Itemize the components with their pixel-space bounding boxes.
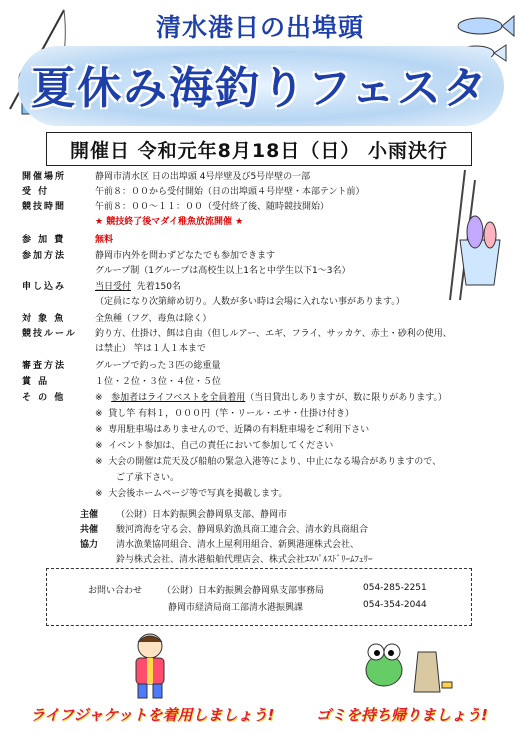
group-rule: グループ制（1グループは高校生以上1名と中学生以下1～3名） [95,266,351,276]
row-label: 受 付 [22,187,50,197]
slogan-trash: ゴミを持ち帰りましょう! [316,706,488,724]
note-lifevest: 参加者はライフベストを全員着用 [111,393,246,403]
note-rental: ※ 貸し竿 有料１，０００円（竿・リール・エサ・仕掛け付き） [95,409,354,419]
note-cancellation-cont: ご了承下さい。 [116,473,180,483]
release-notice: ★ 競技終了後マダイ稚魚放流開催 ★ [95,217,244,227]
info-row-rules [22,328,452,341]
note-mark: ※ [95,393,103,403]
row-value: グループで釣った３匹の総重量 [95,361,221,371]
kid-lifejacket-illustration [120,630,180,700]
rules-continued: は禁止） 竿は１人１本まで [95,344,206,354]
row-label: 賞 品 [22,377,50,387]
info-row-prizes [22,376,221,389]
row-label: 開催場所 [22,172,67,182]
row-value: 静岡市清水区 日の出埠頭 4号岸壁及び5号岸壁の一部 [95,172,311,182]
capacity-note: （定員になり次第締め切り。人数が多い時は会場に入れない事があります。） [95,297,405,307]
row-value: 当日受付 [95,282,132,292]
row-value: 午前８：００～１１：００（受付終了後、随時競技開始） [95,202,330,212]
bucket-illustration [440,160,515,310]
row-value: 無料 [95,235,114,245]
note-lifevest-detail: （当日貸出しありますが、数に限りがあります。） [245,393,448,403]
row-value: １位・２位・３位・４位・５位 [95,377,222,387]
row-value: 釣り方、仕掛け、餌は自由（但しルアー、エギ、フライ、サッカケ、赤土・砂利の使用、 [95,329,452,339]
info-row-fee [22,234,113,247]
info-row-others [22,392,447,405]
event-title: 夏休み海釣りフェスタ [31,63,489,114]
note-parking: ※ 専用駐車場はありませんので、近隣の有料駐車場をご利用下さい [95,425,370,435]
row-label: 参 加 費 [22,235,66,245]
contact-org-1: （公財）日本釣振興会静岡県支部事務局 [162,586,325,596]
info-row-application [22,281,181,294]
contact-org-2: 静岡市経済局商工部清水港振興課 [168,603,304,613]
frog-trash-illustration [356,632,456,698]
slogan-lifejacket: ライフジャケットを着用しましょう! [30,706,275,724]
info-row-time [22,201,329,214]
event-subtitle: 清水港日の出埠頭 [155,13,364,42]
row-value: 静岡市内外を問わずどなたでも参加できます [95,251,276,261]
organizers: 主催 （公財）日本釣振興会静岡県支部、静岡市 共催 駿河湾海を守る会、静岡県釣漁具商工連合会、清水釣具商組合 協力 清水漁業協同組合、清水上屋利用組合、新興港運株式会社、 鈴与株式会社、清水港船舶代理店会、株式会社ｴｽﾊﾟﾙｽﾄﾞﾘｰﾑﾌｪﾘｰ [80,510,373,565]
row-label: 競技ルール [22,329,77,339]
contact-box [46,568,472,626]
row-value: 午前８：００から受付開始（日の出埠頭４号岸壁・本部テント前） [95,187,365,197]
row-label: 競技時間 [22,202,67,212]
row-label: 審査方法 [22,361,67,371]
contact-label: お問い合わせ [88,586,143,596]
info-row-reception [22,186,365,199]
info-row-judging [22,360,221,373]
capacity: 先着150名 [136,282,181,292]
row-label: そ の 他 [22,393,66,403]
row-label: 参加方法 [22,251,67,261]
contact-tel-1: 054-285-2251 [363,583,427,593]
contact-tel-2: 054-354-2044 [363,600,427,610]
info-row-venue [22,171,310,184]
row-value: 全魚種（フグ、毒魚は除く） [95,314,212,324]
note-photos: ※ 大会後ホームページ等で写真を掲載します。 [95,489,288,499]
info-row-target-fish [22,313,211,326]
info-row-method [22,250,275,263]
note-responsibility: ※ イベント参加は、自己の責任において参加してください [95,441,334,451]
note-cancellation: ※ 大会の開催は荒天及び船舶の緊急入港等により、中止になる場合がありますので、 [95,457,442,467]
row-label: 申し込み [22,282,67,292]
event-date: 開催日 令和元年8月18日（日） 小雨決行 [46,132,472,166]
row-label: 対 象 魚 [22,314,66,324]
